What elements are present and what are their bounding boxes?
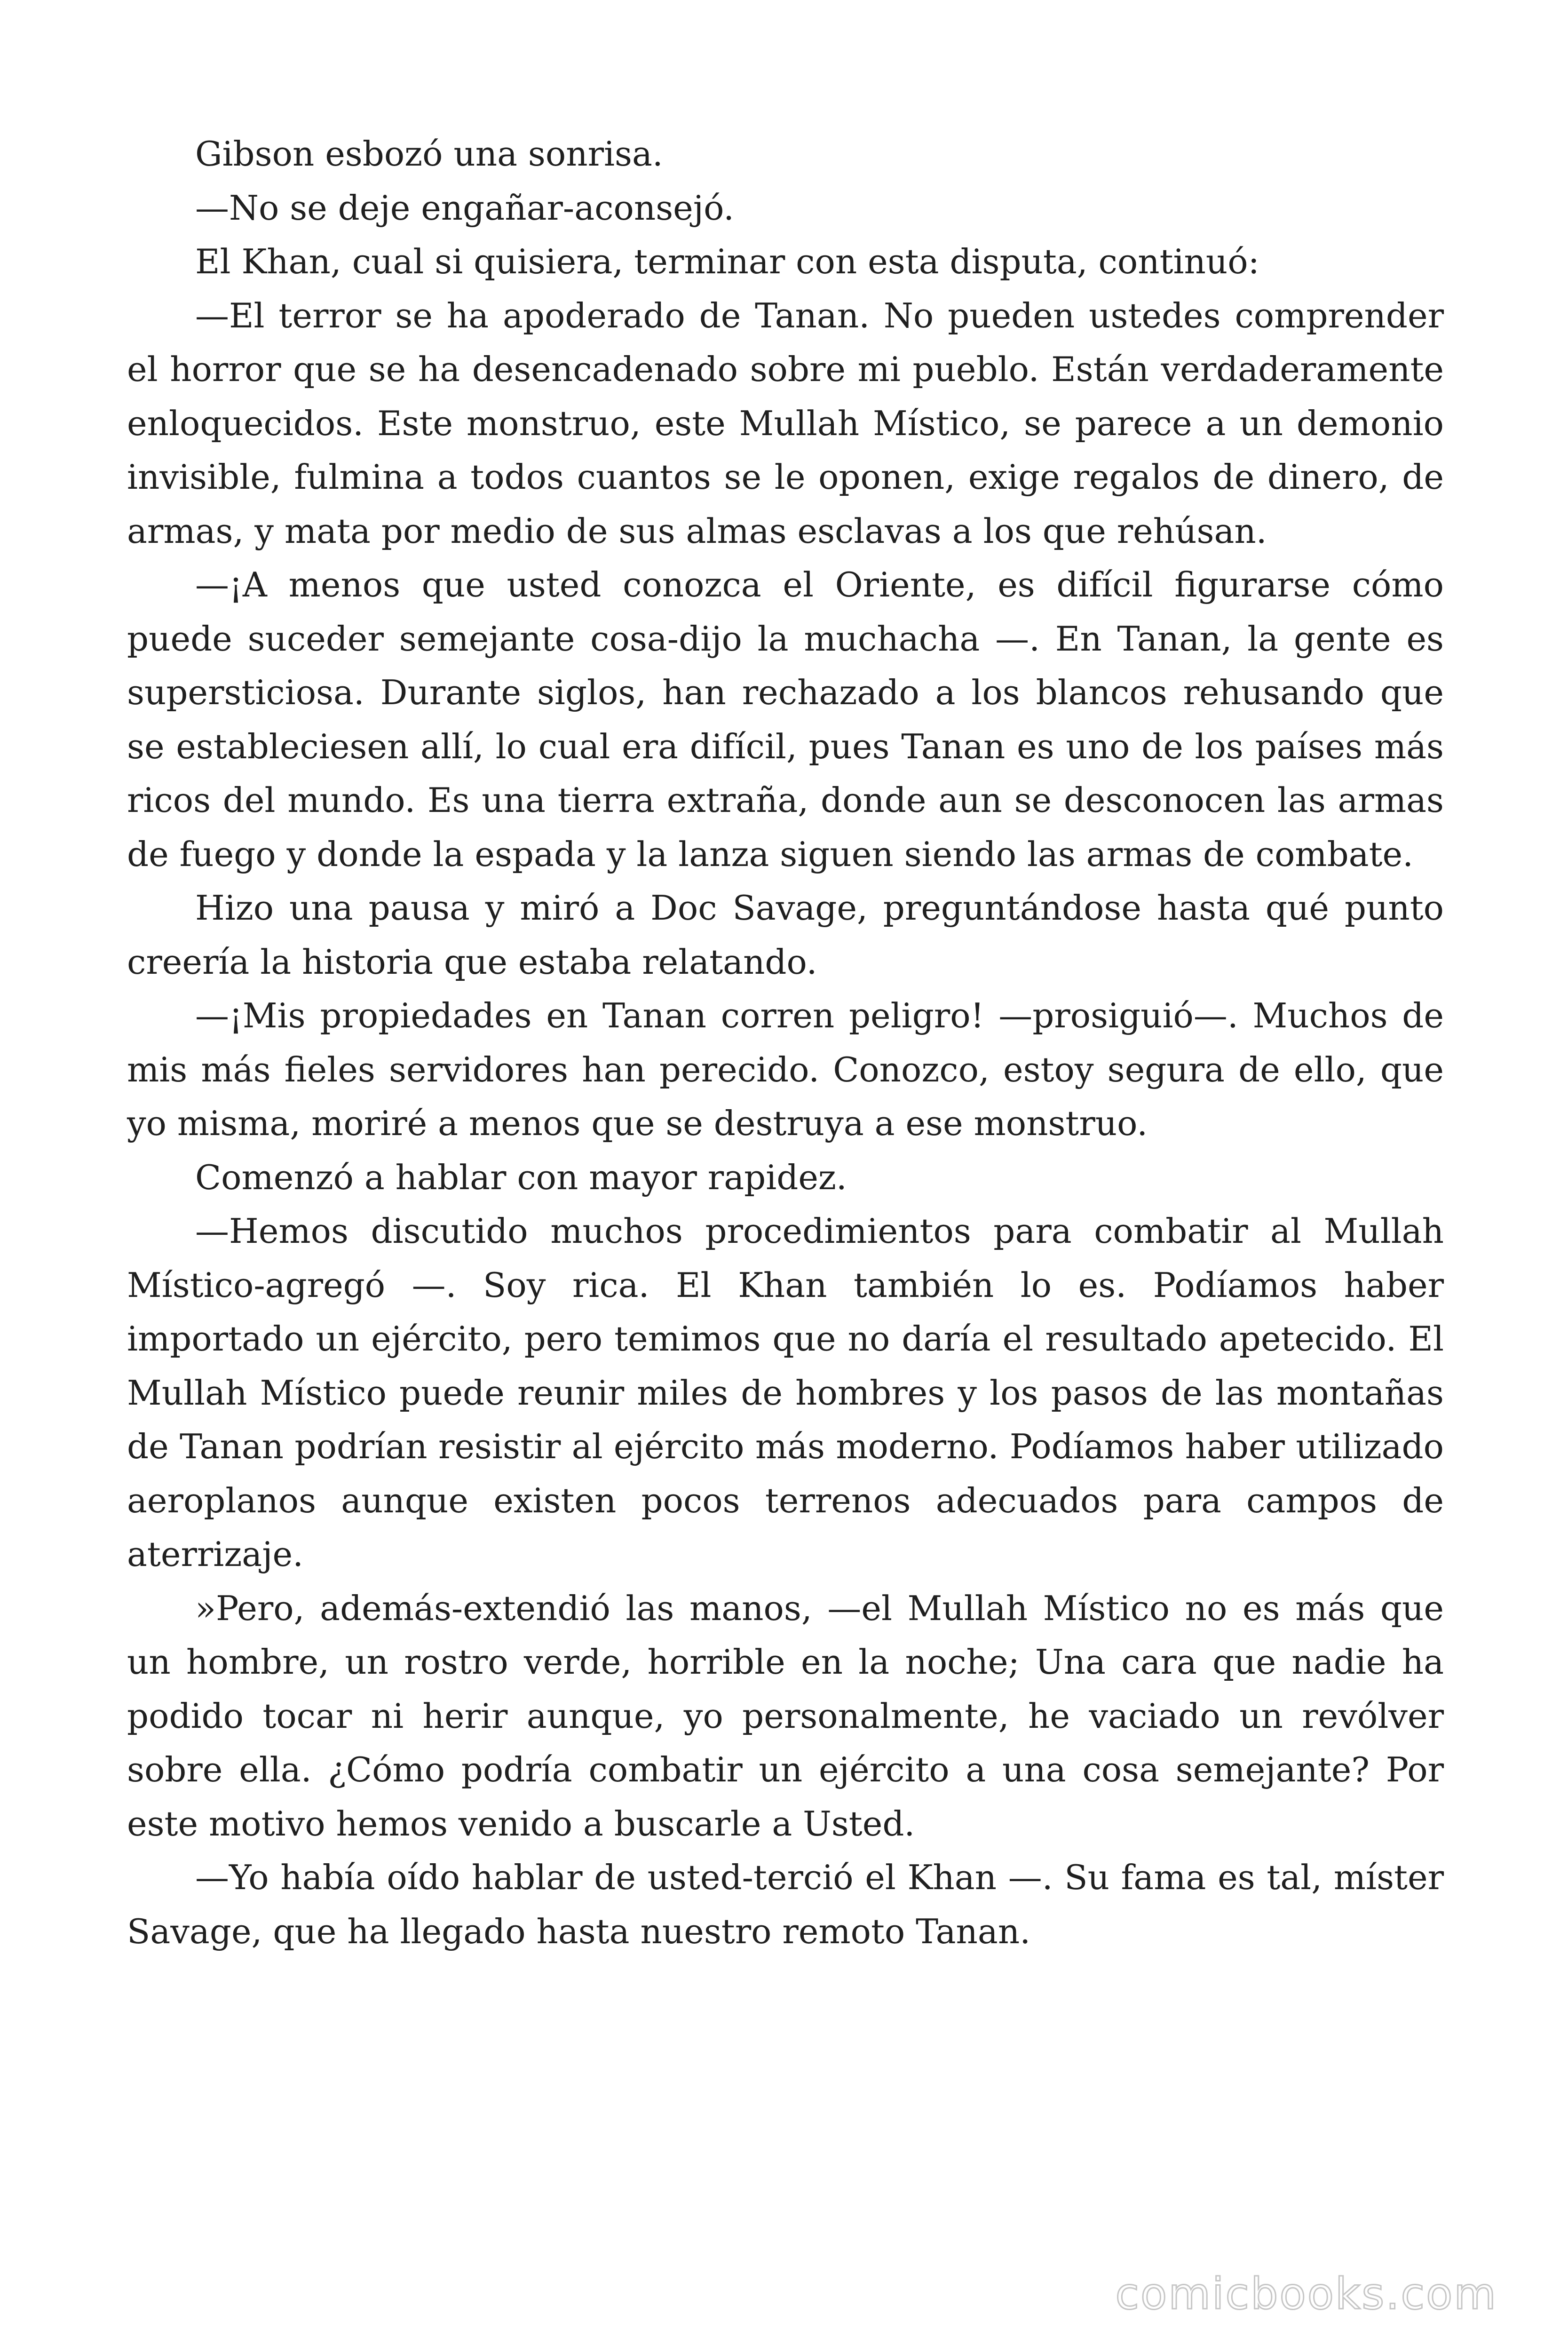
paragraph: —Hemos discutido muchos procedimientos para combatir al Mullah Místico-agregó —. Soy rica. El Khan también lo es. Podíamos haber importado un ejército, pero temimos que no daría el resultado apetecido. El Mullah Místico puede reunir miles de hombres y los pasos de las montañas de Tanan podrían resistir al ejército más moderno. Podíamos haber utilizado aeroplanos aunque existen pocos terrenos adecuados para campos de aterrizaje. <box>127 1211 1444 1574</box>
paragraph: —Yo había oído hablar de usted-terció el Khan —. Su fama es tal, míster Savage, que ha llegado hasta nuestro remoto Tanan. <box>127 1858 1444 1951</box>
paragraph: El Khan, cual si quisiera, terminar con esta disputa, continuó: <box>195 242 1259 281</box>
paragraph: —No se deje engañar-aconsejó. <box>195 188 735 228</box>
paragraph: —El terror se ha apoderado de Tanan. No pueden ustedes comprender el horror que se ha desencadenado sobre mi pueblo. Están verdaderamente enloquecidos. Este monstruo, este Mullah Místico, se parece a un demonio invisible, fulmina a todos cuantos se le oponen, exige regalos de dinero, de armas, y mata por medio de sus almas esclavas a los que rehúsan. <box>127 295 1444 551</box>
paragraph: »Pero, además-extendió las manos, —el Mullah Místico no es más que un hombre, un rostro verde, horrible en la noche; Una cara que nadie ha podido tocar ni herir aunque, yo personalmente, he vaciado un revólver sobre ella. ¿Cómo podría combatir un ejército a una cosa semejante? Por este motivo hemos venido a buscarle a Usted. <box>127 1588 1444 1843</box>
paragraph: —¡Mis propiedades en Tanan corren peligro! —prosiguió—. Muchos de mis más fieles servidores han perecido. Conozco, estoy segura de ello, que yo misma, moriré a menos que se destruya a ese monstruo. <box>127 996 1444 1143</box>
paragraph: Hizo una pausa y miró a Doc Savage, preguntándose hasta qué punto creería la historia que estaba relatando. <box>127 888 1444 982</box>
book-page-text <box>127 127 1444 1958</box>
paragraph: —¡A menos que usted conozca el Oriente, es difícil figurarse cómo puede suceder semejante cosa-dijo la muchacha —. En Tanan, la gente es supersticiosa. Durante siglos, han rechazado a los blancos rehusando que se estableciesen allí, lo cual era difícil, pues Tanan es uno de los países más ricos del mundo. Es una tierra extraña, donde aun se desconocen las armas de fuego y donde la espada y la lanza siguen siendo las armas de combate. <box>127 565 1444 874</box>
watermark: comicbooks.com <box>1115 2269 1497 2319</box>
paragraph: Gibson esbozó una sonrisa. <box>195 134 663 174</box>
paragraph: Comenzó a hablar con mayor rapidez. <box>195 1157 847 1197</box>
